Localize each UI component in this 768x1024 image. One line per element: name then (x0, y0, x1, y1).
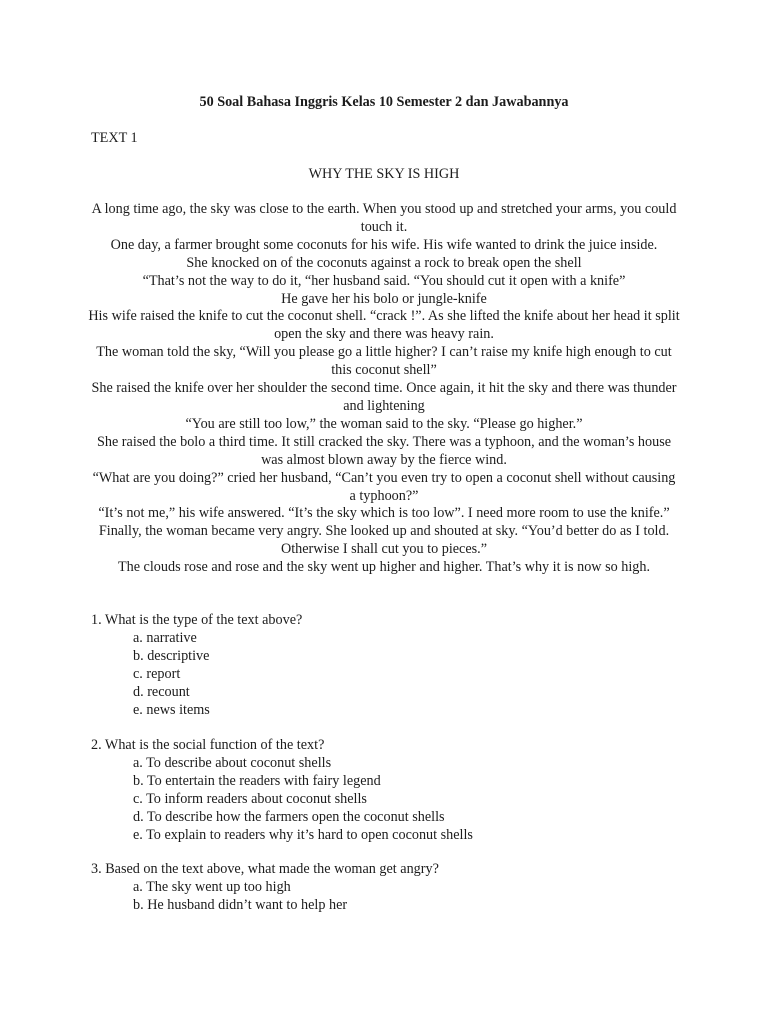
question-text: 3. Based on the text above, what made the woman get angry? (91, 861, 439, 877)
answer-option: a. To describe about coconut shells (133, 754, 332, 771)
answer-option: b. To entertain the readers with fairy legend (133, 772, 381, 789)
answer-option: d. recount (133, 683, 190, 700)
answer-option: a. narrative (133, 629, 197, 646)
text-section-label: TEXT 1 (91, 130, 138, 146)
story-paragraph: “You are still too low,” the woman said to the sky. “Please go higher.” (185, 415, 583, 432)
story-paragraph: A long time ago, the sky was close to the earth. When you stood up and stretched your arms, you could touch it. (91, 201, 677, 235)
answer-option: e. To explain to readers why it’s hard to open coconut shells (133, 826, 473, 843)
question-text: 2. What is the social function of the text? (91, 737, 325, 753)
answer-options (91, 755, 691, 845)
story-paragraph: The clouds rose and rose and the sky went up higher and higher. That’s why it is now so high. (117, 559, 651, 576)
question-2 (91, 737, 691, 844)
answer-option: c. report (133, 665, 181, 682)
question-3 (91, 861, 691, 915)
story-paragraph: She raised the knife over her shoulder the second time. Once again, it hit the sky and there was thunder and lightening (91, 380, 677, 414)
document-title: 50 Soal Bahasa Inggris Kelas 10 Semester 2 dan Jawabannya (199, 94, 569, 110)
story-paragraph: “What are you doing?” cried her husband, “Can’t you even try to open a coconut shell without causing a typhoon?” (92, 469, 676, 504)
answer-option: a. The sky went up too high (133, 878, 291, 895)
story-paragraph: Finally, the woman became very angry. She looked up and shouted at sky. “You’d better do as I told. Otherwise I shall cut you to pieces.” (98, 523, 670, 558)
story-title: WHY THE SKY IS HIGH (308, 166, 460, 182)
story-paragraph: “It’s not me,” his wife answered. “It’s the sky which is too low”. I need more room to use the knife.” (98, 505, 670, 522)
story-paragraph: She knocked on of the coconuts against a rock to break open the shell (186, 254, 582, 271)
question-1 (91, 612, 691, 719)
story-paragraph: One day, a farmer brought some coconuts for his wife. His wife wanted to drink the juice inside. (110, 236, 658, 253)
answer-option: d. To describe how the farmers open the coconut shells (133, 808, 445, 825)
story-body (88, 201, 680, 577)
question-text: 1. What is the type of the text above? (91, 612, 303, 628)
answer-option: e. news items (133, 701, 210, 718)
answer-options (91, 630, 691, 720)
story-paragraph: The woman told the sky, “Will you please go a little higher? I can’t raise my knife high enough to cut this coconut shell” (96, 344, 672, 379)
answer-option: b. He husband didn’t want to help her (133, 896, 348, 913)
answer-option: b. descriptive (133, 647, 210, 664)
answer-option: c. To inform readers about coconut shells (133, 790, 367, 807)
answer-options (91, 879, 691, 915)
story-paragraph: She raised the bolo a third time. It still cracked the sky. There was a typhoon, and the woman’s house was almost blown away by the fierce wind. (96, 433, 672, 468)
story-paragraph: “That’s not the way to do it, “her husband said. “You should cut it open with a knife” (142, 272, 626, 289)
story-paragraph: His wife raised the knife to cut the coconut shell. “crack !”. As she lifted the knife about her head it split open the sky and there was heavy rain. (88, 308, 680, 343)
story-paragraph: He gave her his bolo or jungle-knife (281, 290, 487, 307)
